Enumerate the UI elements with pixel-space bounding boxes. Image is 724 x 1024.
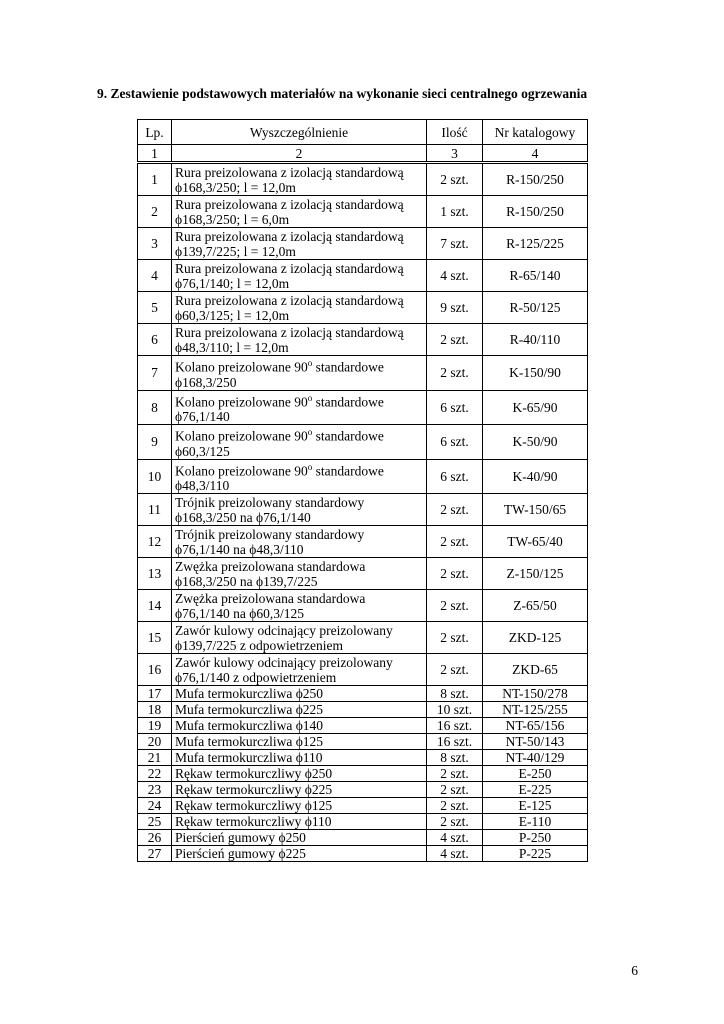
row-catalog-number: R-150/250 [483, 196, 588, 228]
row-catalog-number: NT-50/143 [483, 734, 588, 750]
row-description [172, 686, 427, 702]
row-lp: 20 [138, 734, 172, 750]
row-description [172, 750, 427, 766]
description-text: Trójnik preizolowany standardowy [175, 494, 365, 510]
table-row [138, 654, 588, 686]
row-catalog-number: ZKD-65 [483, 654, 588, 686]
description-text: Kolano preizolowane 90 [175, 394, 308, 409]
row-lp: 14 [138, 590, 172, 622]
row-quantity: 2 szt. [427, 622, 483, 654]
description-text: Kolano preizolowane 90 [175, 359, 308, 375]
row-description [172, 590, 427, 622]
description-line-1 [175, 655, 424, 670]
table-row [138, 830, 588, 846]
table-row [138, 260, 588, 292]
table-row [138, 718, 588, 734]
description-line-2: ϕ76,1/140 [175, 409, 230, 424]
row-quantity: 6 szt. [427, 459, 483, 494]
description-line-1 [175, 782, 424, 797]
table-row [138, 590, 588, 622]
description-text: Mufa termokurczliwa ϕ125 [175, 734, 324, 749]
description-line-2: ϕ76,1/140; l = 12,0m [175, 275, 290, 291]
row-quantity: 2 szt. [427, 766, 483, 782]
description-text: Rękaw termokurczliwy ϕ110 [175, 814, 332, 829]
row-catalog-number: K-40/90 [483, 459, 588, 494]
row-lp: 21 [138, 750, 172, 766]
row-quantity: 6 szt. [427, 425, 483, 460]
column-number: 4 [483, 145, 588, 163]
row-catalog-number: ZKD-125 [483, 622, 588, 654]
description-line-1 [175, 623, 424, 638]
row-quantity: 4 szt. [427, 260, 483, 292]
table-row [138, 324, 588, 356]
row-lp: 15 [138, 622, 172, 654]
description-line-1 [175, 325, 424, 340]
row-catalog-number: E-225 [483, 782, 588, 798]
column-number: 3 [427, 145, 483, 163]
row-description [172, 702, 427, 718]
description-line-2: ϕ168,3/250; l = 6,0m [175, 211, 290, 227]
row-description [172, 292, 427, 324]
description-text: Kolano preizolowane 90 [175, 463, 308, 478]
table-row [138, 558, 588, 590]
row-lp: 2 [138, 196, 172, 228]
description-line-1 [175, 766, 424, 781]
description-line-1 [175, 165, 424, 180]
row-catalog-number: R-40/110 [483, 324, 588, 356]
header-description: Wyszczególnienie [172, 120, 427, 145]
row-description [172, 814, 427, 830]
degree-superscript: o [307, 461, 313, 472]
row-quantity: 2 szt. [427, 814, 483, 830]
row-quantity: 2 szt. [427, 163, 483, 196]
row-catalog-number: R-50/125 [483, 292, 588, 324]
description-text: Rura preizolowana z izolacją standardową [175, 324, 404, 340]
description-line-1 [175, 702, 424, 717]
row-quantity: 2 szt. [427, 356, 483, 391]
row-quantity: 2 szt. [427, 526, 483, 558]
row-quantity: 10 szt. [427, 702, 483, 718]
row-catalog-number: NT-150/278 [483, 686, 588, 702]
row-lp: 12 [138, 526, 172, 558]
table-row [138, 526, 588, 558]
row-catalog-number: E-250 [483, 766, 588, 782]
row-catalog-number: P-250 [483, 830, 588, 846]
description-line-1 [175, 750, 424, 765]
description-line-1 [175, 830, 424, 845]
description-line-2: ϕ168,3/250 [175, 374, 237, 390]
row-lp: 13 [138, 558, 172, 590]
table-row [138, 163, 588, 196]
row-lp: 17 [138, 686, 172, 702]
row-description [172, 526, 427, 558]
table-row [138, 782, 588, 798]
table-row [138, 425, 588, 460]
description-text: Mufa termokurczliwa ϕ250 [175, 686, 324, 701]
row-description [172, 846, 427, 862]
row-catalog-number: P-225 [483, 846, 588, 862]
table-row [138, 798, 588, 814]
row-quantity: 2 szt. [427, 494, 483, 526]
table-row [138, 390, 588, 425]
row-catalog-number: TW-150/65 [483, 494, 588, 526]
row-lp: 11 [138, 494, 172, 526]
row-catalog-number: E-110 [483, 814, 588, 830]
description-line-2: ϕ139,7/225 z odpowietrzeniem [175, 637, 343, 653]
row-catalog-number: TW-65/40 [483, 526, 588, 558]
row-lp: 9 [138, 425, 172, 460]
table-row [138, 196, 588, 228]
table-row [138, 702, 588, 718]
table-row [138, 846, 588, 862]
row-quantity: 2 szt. [427, 798, 483, 814]
row-description [172, 654, 427, 686]
table-row [138, 814, 588, 830]
row-lp: 19 [138, 718, 172, 734]
description-line-2: ϕ139,7/225; l = 12,0m [175, 243, 296, 259]
description-text: Rękaw termokurczliwy ϕ225 [175, 782, 333, 797]
row-catalog-number: R-65/140 [483, 260, 588, 292]
row-quantity: 2 szt. [427, 654, 483, 686]
description-text: Mufa termokurczliwa ϕ140 [175, 718, 324, 733]
description-line-1 [175, 527, 424, 542]
row-catalog-number: R-125/225 [483, 228, 588, 260]
description-line-2: ϕ76,1/140 na ϕ60,3/125 [175, 605, 304, 621]
degree-superscript: o [307, 358, 313, 368]
row-description [172, 558, 427, 590]
description-text: standardowe [312, 463, 384, 478]
row-lp: 25 [138, 814, 172, 830]
row-catalog-number: NT-40/129 [483, 750, 588, 766]
row-lp: 6 [138, 324, 172, 356]
description-line-2: ϕ48,3/110 [175, 478, 230, 493]
row-quantity: 2 szt. [427, 558, 483, 590]
row-catalog-number: K-50/90 [483, 425, 588, 460]
table-body [138, 163, 588, 862]
description-line-2: ϕ168,3/250 na ϕ139,7/225 [175, 573, 318, 589]
description-text: Rura preizolowana z izolacją standardową [175, 196, 404, 212]
description-line-1 [175, 798, 424, 813]
row-catalog-number: K-65/90 [483, 390, 588, 425]
description-line-2: ϕ168,3/250; l = 12,0m [175, 179, 296, 195]
page-number: 6 [631, 963, 638, 978]
description-text: Zwężka preizolowana standardowa [175, 558, 366, 574]
row-lp: 7 [138, 356, 172, 391]
description-line-1 [175, 814, 424, 829]
row-lp: 4 [138, 260, 172, 292]
column-number-row [138, 145, 588, 163]
description-line-2: ϕ168,3/250 na ϕ76,1/140 [175, 509, 311, 525]
description-line-2: ϕ60,3/125 [175, 443, 230, 459]
row-lp: 3 [138, 228, 172, 260]
row-description [172, 622, 427, 654]
table-row [138, 292, 588, 324]
row-lp: 18 [138, 702, 172, 718]
row-description [172, 734, 427, 750]
row-description [172, 798, 427, 814]
row-catalog-number: NT-125/255 [483, 702, 588, 718]
description-line-1 [175, 591, 424, 606]
row-catalog-number: Z-65/50 [483, 590, 588, 622]
header-catalog-number: Nr katalogowy [483, 120, 588, 145]
row-lp: 16 [138, 654, 172, 686]
row-lp: 26 [138, 830, 172, 846]
table-row [138, 750, 588, 766]
table-row [138, 734, 588, 750]
description-text: Rura preizolowana z izolacją standardową [175, 164, 404, 180]
row-description [172, 425, 427, 460]
description-text: Mufa termokurczliwa ϕ110 [175, 750, 323, 765]
description-text: standardowe [312, 394, 384, 409]
row-lp: 27 [138, 846, 172, 862]
table-row [138, 766, 588, 782]
description-line-1 [175, 846, 424, 861]
row-description [172, 356, 427, 391]
header-lp: Lp. [138, 120, 172, 145]
description-line-1 [175, 425, 424, 444]
description-text: Zwężka preizolowana standardowa [175, 590, 366, 606]
table-row [138, 494, 588, 526]
row-description [172, 718, 427, 734]
description-text: standardowe [312, 428, 384, 444]
description-line-1 [175, 197, 424, 212]
row-quantity: 4 szt. [427, 846, 483, 862]
description-line-1 [175, 293, 424, 308]
description-line-1 [175, 460, 424, 479]
row-description [172, 782, 427, 798]
row-lp: 24 [138, 798, 172, 814]
description-text: Mufa termokurczliwa ϕ225 [175, 702, 324, 717]
row-description [172, 163, 427, 196]
description-line-2: ϕ48,3/110; l = 12,0m [175, 339, 289, 355]
header-row [138, 120, 588, 145]
row-lp: 23 [138, 782, 172, 798]
description-text: Pierścień gumowy ϕ225 [175, 846, 306, 861]
row-lp: 1 [138, 163, 172, 196]
row-catalog-number: E-125 [483, 798, 588, 814]
row-lp: 5 [138, 292, 172, 324]
description-text: Rura preizolowana z izolacją standardową [175, 292, 404, 308]
row-quantity: 8 szt. [427, 750, 483, 766]
column-number: 2 [172, 145, 427, 163]
table-row [138, 622, 588, 654]
description-text: Rura preizolowana z izolacją standardową [175, 260, 404, 276]
row-quantity: 8 szt. [427, 686, 483, 702]
row-description [172, 494, 427, 526]
row-description [172, 228, 427, 260]
row-description [172, 390, 427, 425]
description-text: Trójnik preizolowany standardowy [175, 526, 365, 542]
row-quantity: 16 szt. [427, 718, 483, 734]
table-row [138, 686, 588, 702]
materials-table [137, 119, 588, 862]
description-text: standardowe [312, 359, 384, 375]
degree-superscript: o [307, 392, 313, 403]
row-quantity: 6 szt. [427, 390, 483, 425]
table-row [138, 356, 588, 391]
description-line-2: ϕ60,3/125; l = 12,0m [175, 307, 290, 323]
degree-superscript: o [307, 427, 313, 437]
description-line-1 [175, 495, 424, 510]
description-line-1 [175, 229, 424, 244]
row-catalog-number: R-150/250 [483, 163, 588, 196]
description-line-2: ϕ76,1/140 na ϕ48,3/110 [175, 541, 304, 557]
row-description [172, 260, 427, 292]
description-text: Zawór kulowy odcinający preizolowany [175, 654, 393, 670]
column-number: 1 [138, 145, 172, 163]
description-line-1 [175, 718, 424, 733]
table-row [138, 228, 588, 260]
description-text: Rękaw termokurczliwy ϕ250 [175, 766, 333, 781]
section-title: 9. Zestawienie podstawowych materiałów na wykonanie sieci centralnego ogrzewania [97, 86, 588, 101]
description-line-1 [175, 734, 424, 749]
row-quantity: 16 szt. [427, 734, 483, 750]
row-lp: 22 [138, 766, 172, 782]
row-description [172, 830, 427, 846]
description-line-1 [175, 686, 424, 701]
description-text: Pierścień gumowy ϕ250 [175, 830, 306, 845]
row-description [172, 196, 427, 228]
row-quantity: 1 szt. [427, 196, 483, 228]
table-row [138, 459, 588, 494]
description-line-1 [175, 559, 424, 574]
description-line-1 [175, 356, 424, 375]
row-quantity: 2 szt. [427, 782, 483, 798]
row-description [172, 766, 427, 782]
row-catalog-number: K-150/90 [483, 356, 588, 391]
description-text: Kolano preizolowane 90 [175, 428, 308, 444]
row-quantity: 4 szt. [427, 830, 483, 846]
row-quantity: 2 szt. [427, 590, 483, 622]
row-catalog-number: NT-65/156 [483, 718, 588, 734]
row-quantity: 9 szt. [427, 292, 483, 324]
header-quantity: Ilość [427, 120, 483, 145]
row-catalog-number: Z-150/125 [483, 558, 588, 590]
row-quantity: 7 szt. [427, 228, 483, 260]
description-text: Rękaw termokurczliwy ϕ125 [175, 798, 333, 813]
row-quantity: 2 szt. [427, 324, 483, 356]
row-description [172, 324, 427, 356]
row-lp: 10 [138, 459, 172, 494]
description-line-2: ϕ76,1/140 z odpowietrzeniem [175, 669, 337, 685]
row-description [172, 459, 427, 494]
description-text: Rura preizolowana z izolacją standardową [175, 228, 404, 244]
description-line-1 [175, 261, 424, 276]
row-lp: 8 [138, 390, 172, 425]
description-line-1 [175, 391, 424, 410]
description-text: Zawór kulowy odcinający preizolowany [175, 622, 393, 638]
